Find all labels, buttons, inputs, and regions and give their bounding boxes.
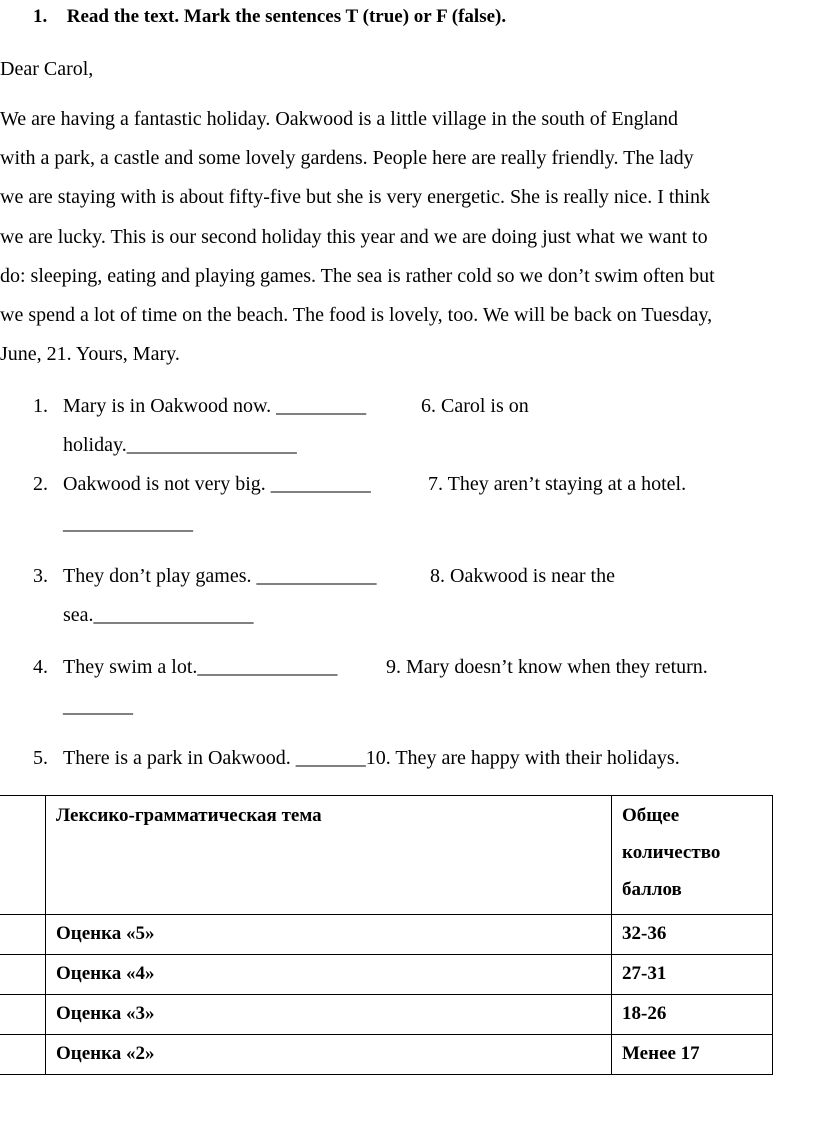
letter-line: we spend a lot of time on the beach. The food is lovely, too. We will be back on Tuesday, (0, 304, 713, 326)
question-continuation: _____________ (63, 512, 193, 534)
grading-table (0, 795, 773, 1075)
points-value: 27-31 (622, 963, 667, 984)
question-number: 4. (33, 656, 48, 678)
points-cell (612, 1035, 773, 1075)
points-value: 32-36 (622, 923, 667, 944)
question-continuation: _______ (63, 695, 133, 717)
grade-label: Оценка «5» (56, 923, 155, 944)
task-number: 1. (33, 6, 48, 27)
points-value: 18-26 (622, 1003, 667, 1024)
table-row (0, 1035, 773, 1075)
letter-line: with a park, a castle and some lovely gardens. People here are really friendly. The lady (0, 147, 694, 169)
points-cell (612, 955, 773, 995)
table-cell-empty (0, 1035, 46, 1075)
question-number: 5. (33, 747, 48, 769)
letter-line: we are staying with is about fifty-five but she is very energetic. She is really nice. I think (0, 186, 710, 208)
task-heading (33, 6, 506, 28)
letter-line: We are having a fantastic holiday. Oakwood is a little village in the south of England (0, 108, 679, 130)
table-header-row (0, 796, 773, 915)
points-value: Менее 17 (622, 1043, 700, 1064)
question-number: 3. (33, 565, 48, 587)
table-row (0, 915, 773, 955)
task-instruction: Read the text. Mark the sentences T (true) or F (false). (66, 6, 507, 27)
grade-label: Оценка «2» (56, 1043, 155, 1064)
question-number: 2. (33, 473, 48, 495)
grade-cell (46, 955, 612, 995)
question-item: They don’t play games. ____________ (63, 565, 377, 587)
grade-cell (46, 1035, 612, 1075)
header-points-line: количество (622, 842, 721, 863)
table-cell-empty (0, 995, 46, 1035)
question-number: 1. (33, 395, 48, 417)
question-item: 7. They aren’t staying at a hotel. (428, 473, 687, 495)
points-cell (612, 915, 773, 955)
grade-cell (46, 995, 612, 1035)
letter-line: do: sleeping, eating and playing games. The sea is rather cold so we don’t swim often but (0, 265, 715, 287)
header-points-line: баллов (622, 879, 682, 900)
header-points-line: Общее (622, 805, 680, 826)
question-item: Mary is in Oakwood now. _________ (63, 395, 367, 417)
question-continuation: holiday._________________ (63, 434, 297, 456)
table-row (0, 955, 773, 995)
letter-greeting: Dear Carol, (0, 58, 94, 80)
table-cell-empty (0, 955, 46, 995)
question-item: 6. Carol is on (421, 395, 529, 417)
table-cell-empty (0, 915, 46, 955)
question-item: Oakwood is not very big. __________ (63, 473, 371, 495)
question-item: They swim a lot.______________ (63, 656, 338, 678)
letter-line: June, 21. Yours, Mary. (0, 343, 180, 365)
grade-label: Оценка «4» (56, 963, 155, 984)
question-item: There is a park in Oakwood. _______10. They are happy with their holidays. (63, 747, 680, 769)
points-cell (612, 995, 773, 1035)
question-item: 8. Oakwood is near the (430, 565, 615, 587)
table-row (0, 995, 773, 1035)
grade-label: Оценка «3» (56, 1003, 155, 1024)
table-header-topic (46, 796, 612, 915)
table-header-points (612, 796, 773, 915)
question-continuation: sea.________________ (63, 604, 254, 626)
question-item: 9. Mary doesn’t know when they return. (386, 656, 708, 678)
letter-line: we are lucky. This is our second holiday this year and we are doing just what we want to (0, 226, 708, 248)
grade-cell (46, 915, 612, 955)
table-cell-empty (0, 796, 46, 915)
header-topic-text: Лексико-грамматическая тема (56, 805, 322, 826)
